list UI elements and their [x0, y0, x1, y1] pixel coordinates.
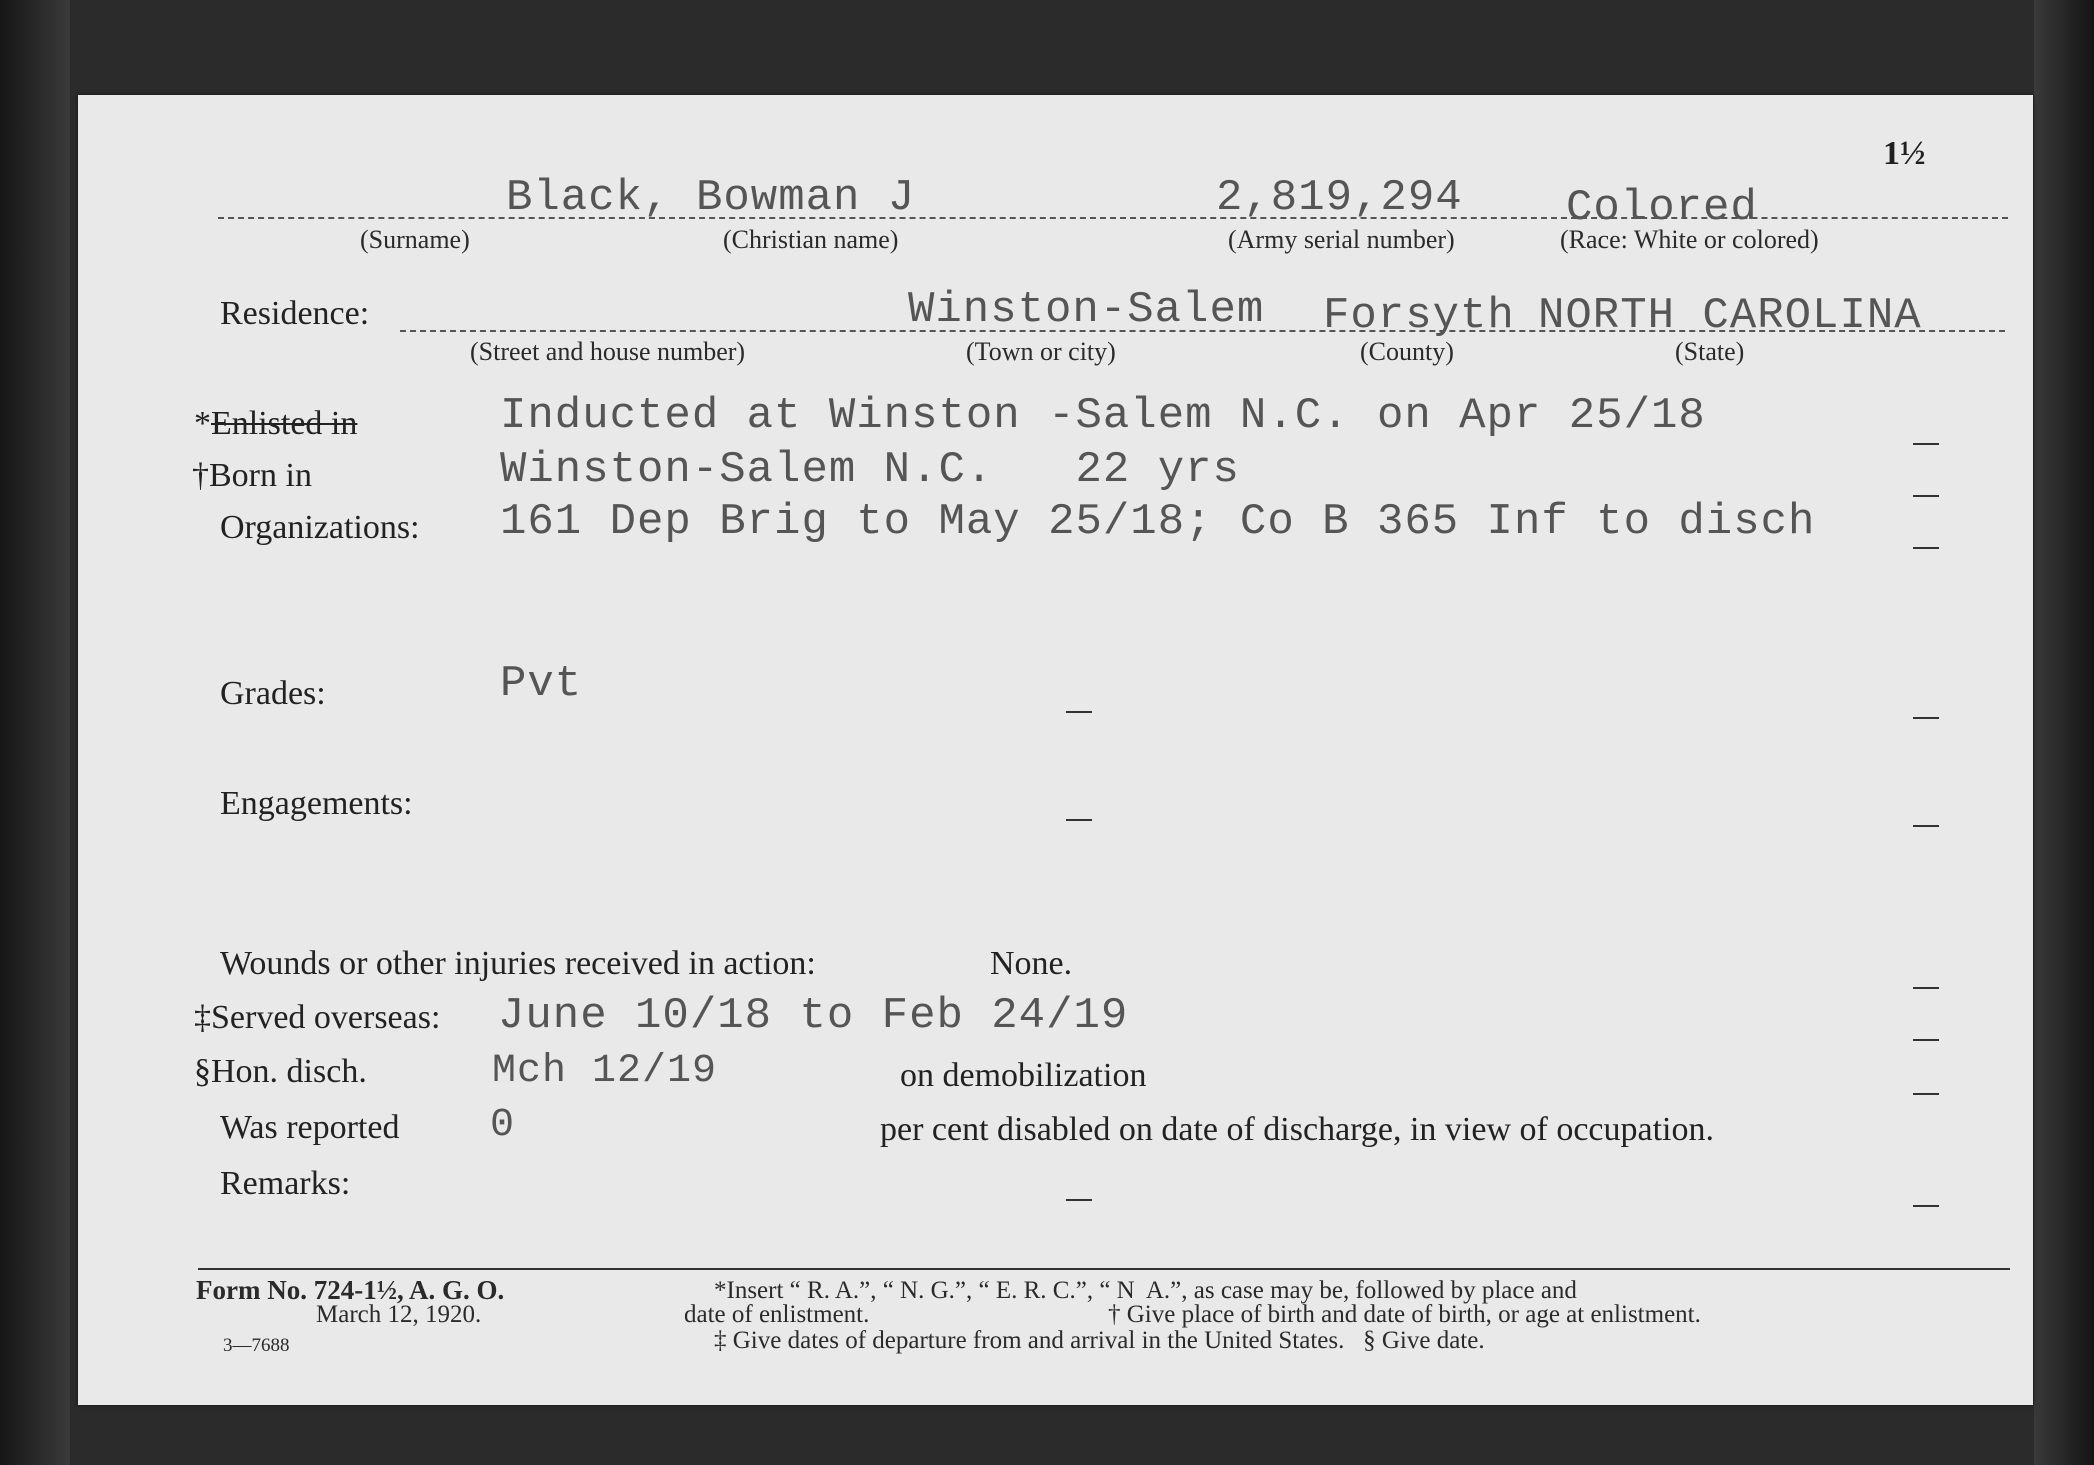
serial-number-value: 2,819,294: [1216, 173, 1463, 223]
christian-name-caption: (Christian name): [723, 225, 899, 254]
grades-value: Pvt: [500, 659, 583, 709]
state-caption: (State): [1675, 337, 1745, 366]
residence-town: Winston-Salem: [908, 285, 1265, 335]
remarks-label: Remarks:: [220, 1165, 351, 1202]
race-value: Colored: [1566, 183, 1758, 233]
overseas-dash: [1913, 1039, 1939, 1041]
form-number: Form No. 724-1½, A. G. O.: [196, 1275, 505, 1305]
born-label-text: Born in: [209, 457, 312, 494]
organizations-label: Organizations:: [220, 509, 420, 546]
residence-county: Forsyth: [1323, 291, 1515, 341]
remarks-dash-2: [1913, 1205, 1939, 1207]
enlisted-dash: [1913, 443, 1939, 445]
footnote-2: † Give place of birth and date of birth, or age at enlistment.: [1108, 1301, 1701, 1328]
grades-dash-1: [1066, 711, 1092, 713]
enlisted-label: [194, 405, 357, 443]
record-card: [78, 95, 2033, 1405]
print-code: 3—7688: [223, 1335, 290, 1356]
town-caption: (Town or city): [966, 337, 1116, 366]
footnote-1-cont: date of enlistment.: [684, 1301, 870, 1328]
enlisted-mark: *: [194, 405, 211, 442]
street-caption: (Street and house number): [470, 337, 746, 366]
discharge-note: on demobilization: [900, 1057, 1147, 1094]
card-number: 1½: [1883, 135, 1926, 172]
born-value: Winston-Salem N.C. 22 yrs: [500, 445, 1240, 495]
residence-label: Residence:: [220, 295, 370, 332]
overseas-value: June 10/18 to Feb 24/19: [498, 991, 1129, 1041]
scan-border-right: [2034, 0, 2094, 1465]
engagements-label: Engagements:: [220, 785, 413, 822]
enlisted-label-text: Enlisted in: [211, 405, 358, 442]
footnote-1: *Insert “ R. A.”, “ N. G.”, “ E. R. C.”, “ N A.”, as case may be, followed by place and: [714, 1277, 1577, 1304]
discharge-label-text: Hon. disch.: [211, 1053, 367, 1090]
organizations-dash: [1913, 547, 1939, 549]
discharge-value: Mch 12/19: [492, 1049, 718, 1094]
serial-number-caption: (Army serial number): [1228, 225, 1455, 254]
surname-caption: (Surname): [360, 225, 470, 254]
footer-rule: [198, 1268, 2010, 1270]
surname-value: Black,: [506, 173, 671, 223]
wounds-dash: [1913, 987, 1939, 989]
grades-label: Grades:: [220, 675, 326, 712]
wounds-value: None.: [990, 945, 1073, 982]
discharge-dash: [1913, 1093, 1939, 1095]
reported-value: 0: [490, 1103, 516, 1148]
form-date: March 12, 1920.: [316, 1301, 482, 1328]
discharge-label: [194, 1053, 367, 1091]
remarks-dash-1: [1066, 1199, 1092, 1201]
engagements-dash-1: [1066, 819, 1092, 821]
race-caption: (Race: White or colored): [1560, 225, 1819, 254]
overseas-label: [194, 999, 440, 1037]
organizations-value: 161 Dep Brig to May 25/18; Co B 365 Inf to disch: [500, 497, 1816, 547]
born-label: [192, 457, 312, 495]
wounds-label: Wounds or other injuries received in action:: [220, 945, 816, 982]
residence-state: NORTH CAROLINA: [1538, 291, 1922, 341]
engagements-dash-2: [1913, 825, 1939, 827]
overseas-label-text: Served overseas:: [211, 999, 441, 1036]
reported-label: Was reported: [220, 1109, 400, 1146]
born-dash: [1913, 495, 1939, 497]
overseas-mark: ‡: [194, 999, 211, 1036]
discharge-mark: §: [194, 1053, 211, 1090]
reported-note: per cent disabled on date of discharge, in view of occupation.: [880, 1111, 1714, 1148]
christian-name-value: Bowman J: [696, 173, 916, 223]
grades-dash-2: [1913, 717, 1939, 719]
county-caption: (County): [1360, 337, 1454, 366]
born-mark: †: [192, 457, 209, 494]
scan-border-left: [0, 0, 70, 1465]
footnote-3: ‡ Give dates of departure from and arrival in the United States. § Give date.: [714, 1327, 1485, 1354]
enlisted-value: Inducted at Winston -Salem N.C. on Apr 25/18: [500, 391, 1706, 441]
